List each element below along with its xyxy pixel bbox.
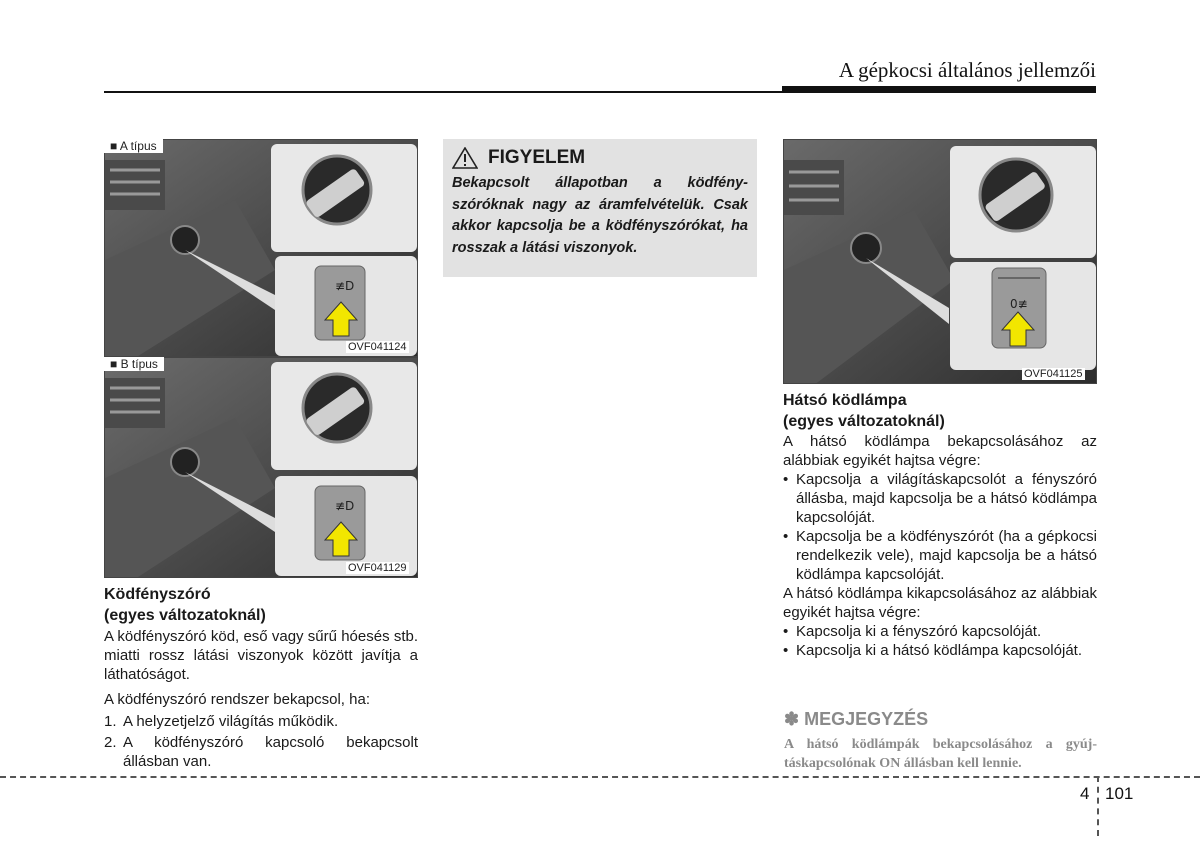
list-item: • Kapcsolja be a ködfényszórót (ha a gépkocsi rendelkezik vele), majd kapcsolja be a hátsó ködlámpa kapcsolóját. [783, 528, 1097, 583]
photo-rear-fog [783, 139, 1097, 384]
front-fog-section [104, 584, 418, 771]
rear-fog-off-list [783, 622, 1097, 660]
page-number: 101 [1105, 784, 1134, 803]
header-rule-accent [782, 86, 1096, 92]
photo-type-b [104, 357, 418, 578]
rear-fog-switch-illustration [784, 140, 1097, 384]
variant-label-a: ■ A típus [104, 139, 163, 153]
warning-header [452, 145, 748, 171]
rear-fog-heading: Hátsó ködlámpa [783, 392, 907, 409]
chapter-number: 4 [1080, 784, 1090, 803]
list-item: • Kapcsolja ki a fényszóró kapcsolóját. [783, 623, 1042, 640]
rear-fog-off-intro: A hátsó ködlámpa kikapcsolásához az alábbiak egyikét hajtsa végre: [783, 585, 1097, 621]
front-fog-conditions-list [104, 712, 418, 771]
footer-dashed-rule [0, 776, 1200, 778]
front-fog-heading: Ködfényszóró [104, 586, 211, 603]
note-text: A hátsó ködlámpák bekapcsolásához a gyújtáskapcsolónak ON állásban kell lennie. [784, 737, 1097, 771]
figure-code-c: OVF041125 [1024, 368, 1083, 380]
rear-fog-on-list [783, 470, 1097, 584]
warning-title: FIGYELEM [488, 147, 586, 168]
warning-text: Bekapcsolt állapotban a ködfényszóróknak nagy az áramfelvételük. Csak akkor kapcsolja be a ködfényszórókat, ha rosszak a látási viszonyok. [452, 175, 748, 256]
page-header-title: A gépkocsi általános jellemzői [838, 58, 1096, 82]
front-fog-description: A ködfényszóró köd, eső vagy sűrű hóesés stb. miatti rossz látási viszonyok között javítja a láthatóságot. [104, 628, 418, 683]
front-fog-condition-intro: A ködfényszóró rendszer bekapcsol, ha: [104, 691, 370, 708]
list-item: • Kapcsolja ki a hátsó ködlámpa kapcsolóját. [783, 642, 1082, 659]
svg-text:≢D: ≢D [335, 279, 355, 293]
list-item: 2. A ködfényszóró kapcsoló bekapcsolt állásban van. [104, 734, 418, 770]
warning-triangle-icon [452, 147, 478, 169]
variant-label-b: ■ B típus [104, 357, 164, 371]
warning-box [443, 139, 757, 277]
front-fog-subheading: (egyes változatoknál) [104, 607, 266, 624]
photo-type-a [104, 139, 418, 357]
note-title: ✽ MEGJEGYZÉS [784, 709, 929, 729]
dashboard-switch-illustration-b [105, 358, 418, 578]
figure-code-b: OVF041129 [348, 562, 407, 574]
svg-text:0≢: 0≢ [1010, 297, 1028, 311]
rear-fog-subheading: (egyes változatoknál) [783, 413, 945, 430]
figure-code-a: OVF041124 [348, 341, 407, 353]
svg-text:≢D: ≢D [335, 499, 355, 513]
list-item: 1. A helyzetjelző világítás működik. [104, 713, 339, 730]
list-item: • Kapcsolja a világításkapcsolót a fényszóró állásba, majd kapcsolja be a hátsó ködlámpa kapcsolóját. [783, 471, 1097, 526]
rear-fog-section [783, 390, 1097, 660]
rear-fog-on-intro: A hátsó ködlámpa bekapcsolásához az alábbiak egyikét hajtsa végre: [783, 433, 1097, 469]
footer-divider [1097, 776, 1099, 836]
dashboard-switch-illustration-a [105, 140, 418, 357]
